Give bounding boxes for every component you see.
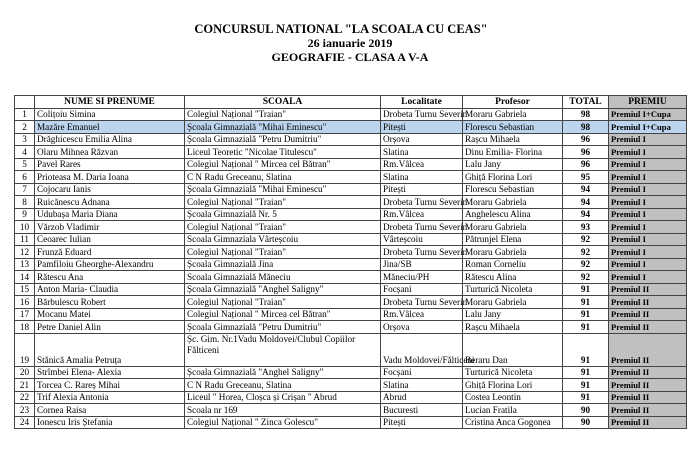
row-number: 23 (15, 404, 35, 417)
teacher: Lalu Jany (463, 308, 563, 321)
school-name: Colegiul Național "Traian" (185, 246, 381, 259)
total-score: 91 (563, 333, 609, 366)
student-name: Ionescu Iris Ștefania (35, 416, 185, 429)
total-score: 91 (563, 308, 609, 321)
total-score: 94 (563, 208, 609, 221)
locality: Pitești (381, 183, 463, 196)
school-name: Colegiul Național "Traian" (185, 108, 381, 121)
row-number: 24 (15, 416, 35, 429)
prize: Premiul I (609, 133, 687, 146)
contest-date: 26 ianuarie 2019 (307, 36, 393, 50)
row-number: 8 (15, 196, 35, 209)
teacher: Rătescu Alina (463, 271, 563, 284)
locality: Rm.Vâlcea (381, 308, 463, 321)
col-header-name: NUME SI PRENUME (35, 96, 185, 109)
teacher: Beraru Dan (463, 333, 563, 366)
row-number: 6 (15, 171, 35, 184)
locality: Drobeta Turnu Severin (381, 221, 463, 234)
student-name: Rătescu Ana (35, 271, 185, 284)
total-score: 93 (563, 221, 609, 234)
prize: Premiul I (609, 183, 687, 196)
row-number: 19 (15, 333, 35, 366)
total-score: 91 (563, 379, 609, 392)
row-number: 7 (15, 183, 35, 196)
locality: Drobeta Turnu Severin (381, 296, 463, 309)
table-row (15, 246, 687, 259)
teacher: Cristina Anca Gogonea (463, 416, 563, 429)
teacher: Lalu Jany (463, 158, 563, 171)
prize: Premiul II (609, 416, 687, 429)
student-name: Torcea C. Rareș Mihai (35, 379, 185, 392)
locality: Vadu Moldovei/Fălticeni (381, 333, 463, 366)
student-name: Petre Daniel Alin (35, 321, 185, 334)
col-header-school: SCOALA (185, 96, 381, 109)
student-name: Frunză Eduard (35, 246, 185, 259)
col-header-teacher: Profesor (463, 96, 563, 109)
locality: Vârteșcoiu (381, 233, 463, 246)
student-name: Cojocaru Ianis (35, 183, 185, 196)
locality: Măneciu/PH (381, 271, 463, 284)
prize: Premiul II (609, 321, 687, 334)
prize: Premiul I (609, 146, 687, 159)
locality: Focșani (381, 366, 463, 379)
prize: Premiul II (609, 296, 687, 309)
student-name: Colițoiu Simina (35, 108, 185, 121)
locality: Bucuresti (381, 404, 463, 417)
total-score: 91 (563, 366, 609, 379)
table-row (15, 133, 687, 146)
table-row (15, 233, 687, 246)
col-header-prize: PREMIU (609, 96, 687, 109)
contest-title: CONCURSUL NATIONAL "LA SCOALA CU CEAS" (194, 22, 488, 36)
school-name: C N Radu Greceanu, Slatina (185, 379, 381, 392)
table-row (15, 146, 687, 159)
teacher: Florescu Sebastian (463, 183, 563, 196)
total-score: 92 (563, 246, 609, 259)
school-name: Șc. Gim. Nr.1Vadu Moldovei/Clubul Copiilor Fălticeni (185, 333, 381, 366)
row-number: 10 (15, 221, 35, 234)
locality: Drobeta Turnu Severin (381, 108, 463, 121)
student-name: Strîmbei Elena- Alexia (35, 366, 185, 379)
student-name: Vărzob Vladimir (35, 221, 185, 234)
teacher: Rașcu Mihaela (463, 321, 563, 334)
prize: Premiul I (609, 158, 687, 171)
locality: Slatina (381, 171, 463, 184)
results-table (14, 95, 687, 429)
prize: Premiul II (609, 379, 687, 392)
locality: Jina/SB (381, 258, 463, 271)
school-name: Școala Gimnazială "Petru Dumitriu" (185, 133, 381, 146)
locality: Slatina (381, 379, 463, 392)
row-number: 2 (15, 121, 35, 134)
school-name: Colegiul Național " Zinca Golescu" (185, 416, 381, 429)
prize: Premiul I (609, 271, 687, 284)
total-score: 91 (563, 391, 609, 404)
school-name: Scoala Gimnaziala Vârteșcoiu (185, 233, 381, 246)
student-name: Udubașa Maria Diana (35, 208, 185, 221)
student-name: Anton Maria- Claudia (35, 283, 185, 296)
row-number: 21 (15, 379, 35, 392)
teacher: Roman Corneliu (463, 258, 563, 271)
row-number: 20 (15, 366, 35, 379)
table-row (15, 283, 687, 296)
total-score: 92 (563, 233, 609, 246)
prize: Premiul I (609, 171, 687, 184)
table-header-row (15, 96, 687, 109)
school-name: Colegiul Național " Mircea cel Bătran" (185, 308, 381, 321)
teacher: Moraru Gabriela (463, 221, 563, 234)
total-score: 94 (563, 196, 609, 209)
total-score: 98 (563, 108, 609, 121)
student-name: Ceoarec Iulian (35, 233, 185, 246)
total-score: 92 (563, 271, 609, 284)
table-row (15, 321, 687, 334)
prize: Premiul I (609, 208, 687, 221)
school-name: Colegiul Național "Traian" (185, 221, 381, 234)
row-number: 5 (15, 158, 35, 171)
prize: Premiul II (609, 404, 687, 417)
table-row (15, 379, 687, 392)
table-row (15, 196, 687, 209)
school-name: Scoala Gimnazială Măneciu (185, 271, 381, 284)
student-name: Stănică Amalia Petruța (35, 333, 185, 366)
locality: Drobeta Turnu Severin (381, 246, 463, 259)
total-score: 98 (563, 121, 609, 134)
row-number: 22 (15, 391, 35, 404)
locality: Rm.Vâlcea (381, 208, 463, 221)
col-header-nr (15, 96, 35, 109)
row-number: 15 (15, 283, 35, 296)
total-score: 92 (563, 258, 609, 271)
student-name: Bărbulescu Robert (35, 296, 185, 309)
school-name: Școala Gimnazială "Petru Dumitriu" (185, 321, 381, 334)
school-name: Colegiul Național " Mircea cel Bătran" (185, 158, 381, 171)
table-row (15, 391, 687, 404)
row-number: 16 (15, 296, 35, 309)
col-header-total: TOTAL (563, 96, 609, 109)
student-name: Prioteasa M. Daria Ioana (35, 171, 185, 184)
table-row (15, 296, 687, 309)
teacher: Moraru Gabriela (463, 246, 563, 259)
row-number: 11 (15, 233, 35, 246)
teacher: Turturică Nicoleta (463, 283, 563, 296)
table-row (15, 258, 687, 271)
school-name: Colegiul Național "Traian" (185, 196, 381, 209)
school-name: Școala Gimnazială "Anghel Saligny" (185, 366, 381, 379)
table-row (15, 208, 687, 221)
total-score: 95 (563, 171, 609, 184)
locality: Drobeta Turnu Severin (381, 196, 463, 209)
total-score: 96 (563, 158, 609, 171)
total-score: 90 (563, 416, 609, 429)
row-number: 9 (15, 208, 35, 221)
locality: Pitești (381, 416, 463, 429)
school-name: Scoala nr 169 (185, 404, 381, 417)
teacher: Ghiță Florina Lori (463, 379, 563, 392)
locality: Abrud (381, 391, 463, 404)
table-row (15, 333, 687, 366)
student-name: Olaru Mihnea Răzvan (35, 146, 185, 159)
total-score: 96 (563, 146, 609, 159)
col-header-locality: Localitate (381, 96, 463, 109)
locality: Slatina (381, 146, 463, 159)
prize: Premiul II (609, 283, 687, 296)
document-header (0, 22, 700, 64)
locality: Rm.Vâlcea (381, 158, 463, 171)
locality: Focșani (381, 283, 463, 296)
student-name: Pamfiloiu Gheorghe-Alexandru (35, 258, 185, 271)
table-row (15, 416, 687, 429)
school-name: Școala Gimnazială Jina (185, 258, 381, 271)
school-name: Colegiul Național "Traian" (185, 296, 381, 309)
row-number: 1 (15, 108, 35, 121)
row-number: 18 (15, 321, 35, 334)
school-name: Liceul Teoretic "Nicolae Titulescu" (185, 146, 381, 159)
prize: Premiul II (609, 391, 687, 404)
row-number: 17 (15, 308, 35, 321)
teacher: Rașcu Mihaela (463, 133, 563, 146)
contest-subject: GEOGRAFIE - CLASA A V-A (271, 50, 429, 64)
row-number: 14 (15, 271, 35, 284)
teacher: Anghelescu Alina (463, 208, 563, 221)
student-name: Mazăre Emanuel (35, 121, 185, 134)
teacher: Moraru Gabriela (463, 296, 563, 309)
row-number: 13 (15, 258, 35, 271)
teacher: Ghiță Florina Lori (463, 171, 563, 184)
teacher: Lucian Fratila (463, 404, 563, 417)
school-name: Școala Gimnazială "Mihai Eminescu" (185, 121, 381, 134)
prize: Premiul I+Cupa (609, 121, 687, 134)
teacher: Pătrunjel Elena (463, 233, 563, 246)
table-row (15, 183, 687, 196)
table-row (15, 108, 687, 121)
teacher: Turturică Nicoleta (463, 366, 563, 379)
school-name: Școala Gimnazială Nr. 5 (185, 208, 381, 221)
prize: Premiul II (609, 308, 687, 321)
teacher: Dinu Emilia- Florina (463, 146, 563, 159)
student-name: Mocanu Matei (35, 308, 185, 321)
student-name: Drăghicescu Emilia Alina (35, 133, 185, 146)
locality: Orșova (381, 133, 463, 146)
prize: Premiul II (609, 333, 687, 366)
teacher: Moraru Gabriela (463, 108, 563, 121)
locality: Orșova (381, 321, 463, 334)
prize: Premiul I (609, 221, 687, 234)
school-name: C N Radu Greceanu, Slatina (185, 171, 381, 184)
prize: Premiul I (609, 233, 687, 246)
table-row (15, 121, 687, 134)
student-name: Pavel Rares (35, 158, 185, 171)
total-score: 91 (563, 283, 609, 296)
table-row (15, 271, 687, 284)
table-row (15, 404, 687, 417)
school-name: Școala Gimnazială "Mihai Eminescu" (185, 183, 381, 196)
prize: Premiul I (609, 258, 687, 271)
total-score: 91 (563, 296, 609, 309)
teacher: Moraru Gabriela (463, 196, 563, 209)
table-row (15, 158, 687, 171)
total-score: 94 (563, 183, 609, 196)
teacher: Florescu Sebastian (463, 121, 563, 134)
student-name: Ruicănescu Adnana (35, 196, 185, 209)
student-name: Trif Alexia Antonia (35, 391, 185, 404)
row-number: 4 (15, 146, 35, 159)
table-row (15, 171, 687, 184)
table-row (15, 366, 687, 379)
total-score: 96 (563, 133, 609, 146)
student-name: Cornea Raisa (35, 404, 185, 417)
prize: Premiul II (609, 366, 687, 379)
school-name: Școala Gimnazială "Anghel Saligny" (185, 283, 381, 296)
table-row (15, 221, 687, 234)
teacher: Costea Leontin (463, 391, 563, 404)
row-number: 3 (15, 133, 35, 146)
prize: Premiul I (609, 246, 687, 259)
total-score: 91 (563, 321, 609, 334)
prize: Premiul I (609, 196, 687, 209)
total-score: 90 (563, 404, 609, 417)
row-number: 12 (15, 246, 35, 259)
prize: Premiul I+Cupa (609, 108, 687, 121)
locality: Pitești (381, 121, 463, 134)
school-name: Liceul " Horea, Cloșca și Crișan " Abrud (185, 391, 381, 404)
table-row (15, 308, 687, 321)
